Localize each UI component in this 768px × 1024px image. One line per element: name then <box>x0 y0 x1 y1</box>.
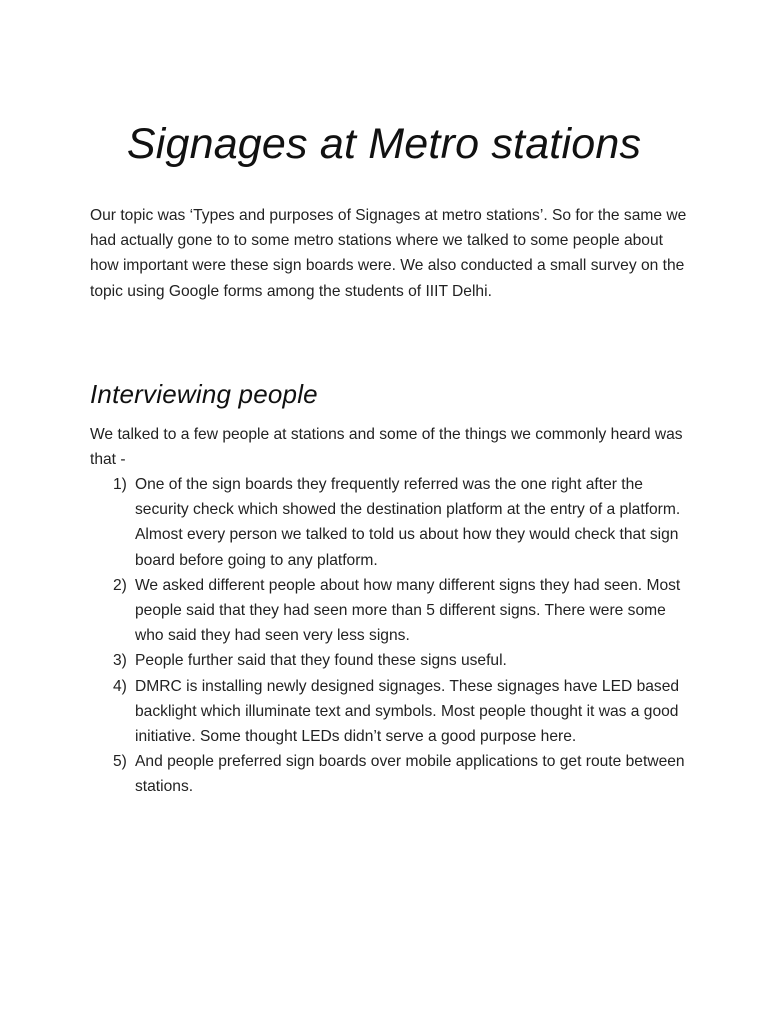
list-item-number: 5) <box>113 753 127 771</box>
page-title: Signages at Metro stations <box>126 120 642 168</box>
list-item-text: People further said that they found these signs useful. <box>135 652 507 670</box>
intro-paragraph: Our topic was ‘Types and purposes of Signages at metro stations’. So for the same we had actually gone to to some metro stations where we talked to some people about how important were these sign boards were. We also conducted a small survey on the topic using Google forms among the students of IIIT Delhi. <box>90 207 687 300</box>
section-heading: Interviewing people <box>90 379 318 409</box>
list-item-text: One of the sign boards they frequently referred was the one right after the security check which showed the destination platform at the entry of a platform. Almost every person we talked to told us about how they would check that sign board before going to any platform. <box>135 476 681 569</box>
list-item <box>90 648 690 673</box>
list-item-text: And people preferred sign boards over mobile applications to get route between stations. <box>135 753 685 796</box>
list-item-text: We asked different people about how many different signs they had seen. Most people said that they had seen more than 5 different signs. There were some who said they had seen very less signs. <box>135 576 681 645</box>
list-item-number: 4) <box>113 677 127 695</box>
list-item <box>90 472 690 573</box>
section-lead-paragraph: We talked to a few people at stations and some of the things we commonly heard was that - <box>90 426 683 469</box>
list-item-number: 3) <box>113 652 127 670</box>
list-item <box>90 674 690 750</box>
list-item <box>90 749 690 799</box>
list-item-number: 1) <box>113 476 127 493</box>
list-item-number: 2) <box>113 576 127 594</box>
list-item-text: DMRC is installing newly designed signages. These signages have LED based backlight which illuminate text and symbols. Most people thought it was a good initiative. Some thought LEDs didn’t serve a good purpose here. <box>135 677 680 746</box>
list-item <box>90 573 690 649</box>
findings-list <box>90 472 690 800</box>
